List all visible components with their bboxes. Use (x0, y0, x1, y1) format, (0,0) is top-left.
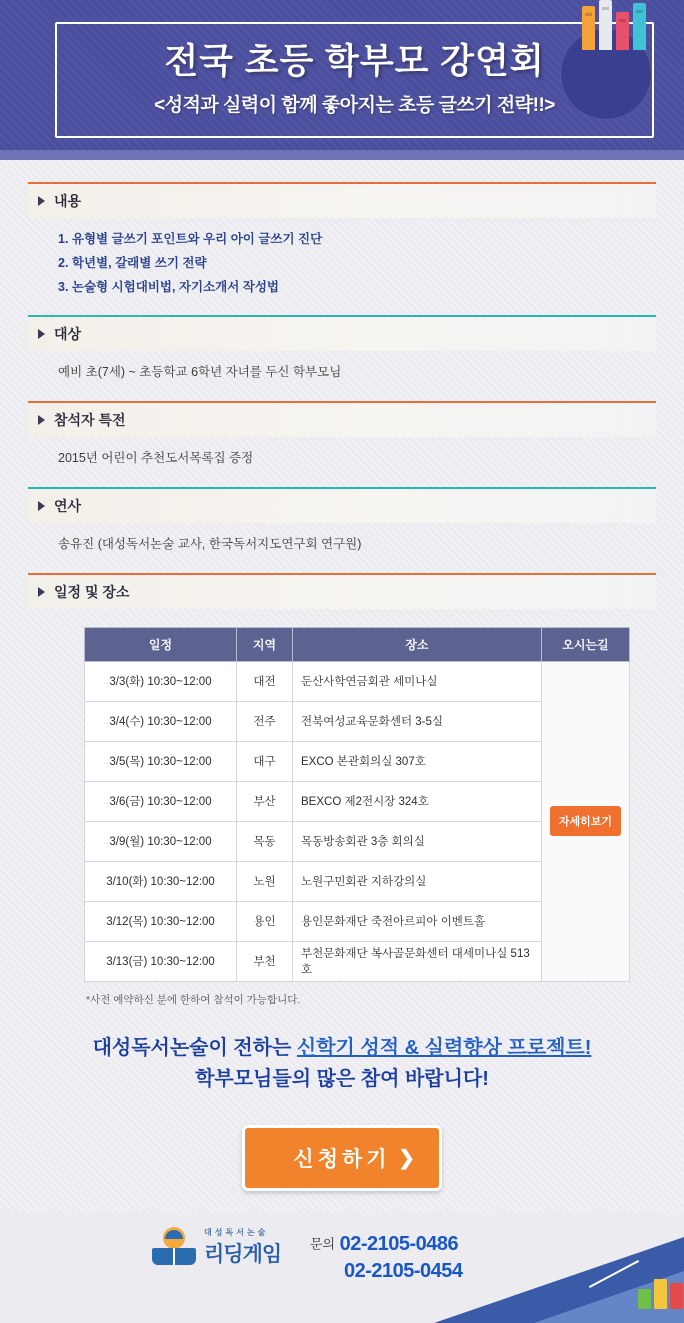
page-subtitle: <성적과 실력이 함께 좋아지는 초등 글쓰기 전략!!> (154, 95, 555, 116)
book-shape-3 (616, 12, 629, 50)
footer-decoration (434, 1237, 684, 1323)
slogan-line-1 (38, 1033, 646, 1064)
cell-place: 둔산사학연금회관 세미나실 (293, 661, 542, 701)
benefit-text: 2015년 어린이 추천도서목록집 증정 (58, 451, 254, 465)
section-content (28, 182, 656, 313)
cell-date: 3/13(금) 10:30~12:00 (85, 941, 237, 981)
target-text: 예비 초(7세) ~ 초등학교 6학년 자녀를 두신 학부모님 (58, 365, 342, 380)
chart-bar-yellow (654, 1279, 667, 1309)
cell-map[interactable] (541, 661, 629, 981)
schedule-table (84, 627, 630, 982)
list-item: 1. 유형별 글쓰기 포인트와 우리 아이 글쓰기 진단 (58, 232, 323, 246)
section-body (28, 523, 656, 571)
cell-region: 부산 (237, 781, 293, 821)
cell-date: 3/4(수) 10:30~12:00 (85, 701, 237, 741)
cell-region: 대구 (237, 741, 293, 781)
logo-name: 리딩게임 (204, 1242, 282, 1266)
cell-date: 3/10(화) 10:30~12:00 (85, 861, 237, 901)
chart-bar-red (670, 1283, 683, 1309)
logo-subtitle: 대성독서논술 (204, 1227, 269, 1237)
cta-wrapper (28, 1099, 656, 1213)
list-item: 2. 학년별, 갈래별 쓰기 전략 (58, 255, 207, 270)
book-shape-4 (633, 3, 646, 50)
slogan-prefix: 대성독서논술이 전하는 (92, 1036, 297, 1059)
speaker-text: 송유진 (대성독서논술 교사, 한국독서지도연구회 연구원) (58, 536, 362, 551)
cell-region: 대전 (237, 661, 293, 701)
section-body (28, 437, 656, 485)
table-row (85, 661, 630, 701)
cell-place: EXCO 본관회의실 307호 (293, 741, 542, 781)
contact-block (310, 1231, 463, 1285)
cell-place: 전북여성교육문화센터 3-5실 (293, 701, 542, 741)
cell-region: 전주 (237, 701, 293, 741)
section-heading: 연사 (28, 487, 656, 523)
slogan-emphasis: 신학기 성적 & 실력향상 프로젝트! (296, 1036, 592, 1059)
cell-region: 노원 (237, 861, 293, 901)
section-heading: 일정 및 장소 (28, 573, 656, 609)
cell-place: 목동방송회관 3층 회의실 (293, 821, 542, 861)
book-shape-1 (582, 6, 595, 50)
table-header-row (85, 627, 630, 661)
brand-logo (150, 1227, 281, 1268)
page-footer (0, 1213, 684, 1323)
logo-book-shape (152, 1248, 196, 1265)
section-schedule (28, 573, 656, 609)
cell-date: 3/6(금) 10:30~12:00 (85, 781, 237, 821)
slogan-block (28, 1007, 656, 1099)
chevron-right-icon: ❯ (398, 1147, 415, 1169)
cell-date: 3/12(목) 10:30~12:00 (85, 901, 237, 941)
column-header-place: 장소 (293, 627, 542, 661)
contact-row-1 (310, 1231, 463, 1258)
cell-region: 용인 (237, 901, 293, 941)
page-header (0, 0, 684, 160)
section-body (28, 351, 656, 399)
section-speaker (28, 487, 656, 571)
apply-button-label: 신청하기 (293, 1147, 391, 1171)
cell-region: 부천 (237, 941, 293, 981)
chart-bar-green (638, 1289, 651, 1309)
apply-button[interactable] (242, 1125, 442, 1191)
main-content (0, 160, 684, 1213)
header-stripe (0, 150, 684, 160)
book-shape-2 (599, 0, 612, 50)
logo-text-block (204, 1227, 281, 1268)
page-title: 전국 초등 학부모 강연회 (164, 42, 545, 81)
section-body (28, 218, 656, 313)
logo-face-shape (163, 1227, 185, 1249)
cell-region: 목동 (237, 821, 293, 861)
cell-place: 노원구민회관 지하강의실 (293, 861, 542, 901)
section-heading: 내용 (28, 182, 656, 218)
contact-phone-1: 02-2105-0486 (339, 1232, 459, 1255)
map-detail-button[interactable]: 자세히보기 (550, 806, 621, 836)
column-header-region: 지역 (237, 627, 293, 661)
cell-date: 3/5(목) 10:30~12:00 (85, 741, 237, 781)
section-heading: 참석자 특전 (28, 401, 656, 437)
books-icon (560, 28, 652, 120)
cell-place: 부천문화재단 복사골문화센터 대세미나실 513호 (293, 941, 542, 981)
schedule-table-wrap (28, 611, 656, 982)
list-item: 3. 논술형 시험대비법, 자기소개서 작성법 (58, 279, 279, 294)
contact-label: 문의 (310, 1236, 336, 1252)
column-header-map: 오시는길 (541, 627, 629, 661)
reservation-note: *사전 예약하신 분에 한하여 참석이 가능합니다. (86, 993, 301, 1006)
cell-date: 3/3(화) 10:30~12:00 (85, 661, 237, 701)
cell-place: BEXCO 제2전시장 324호 (293, 781, 542, 821)
reading-book-icon (150, 1227, 198, 1267)
cell-place: 용인문화재단 죽전아르피아 이벤트홀 (293, 901, 542, 941)
column-header-date: 일정 (85, 627, 237, 661)
slogan-line-2: 학부모님들의 많은 참여 바랍니다! (195, 1067, 489, 1090)
section-heading: 대상 (28, 315, 656, 351)
section-benefit (28, 401, 656, 485)
contact-phone-2: 02-2105-0454 (344, 1259, 463, 1282)
cell-date: 3/9(월) 10:30~12:00 (85, 821, 237, 861)
section-target (28, 315, 656, 399)
